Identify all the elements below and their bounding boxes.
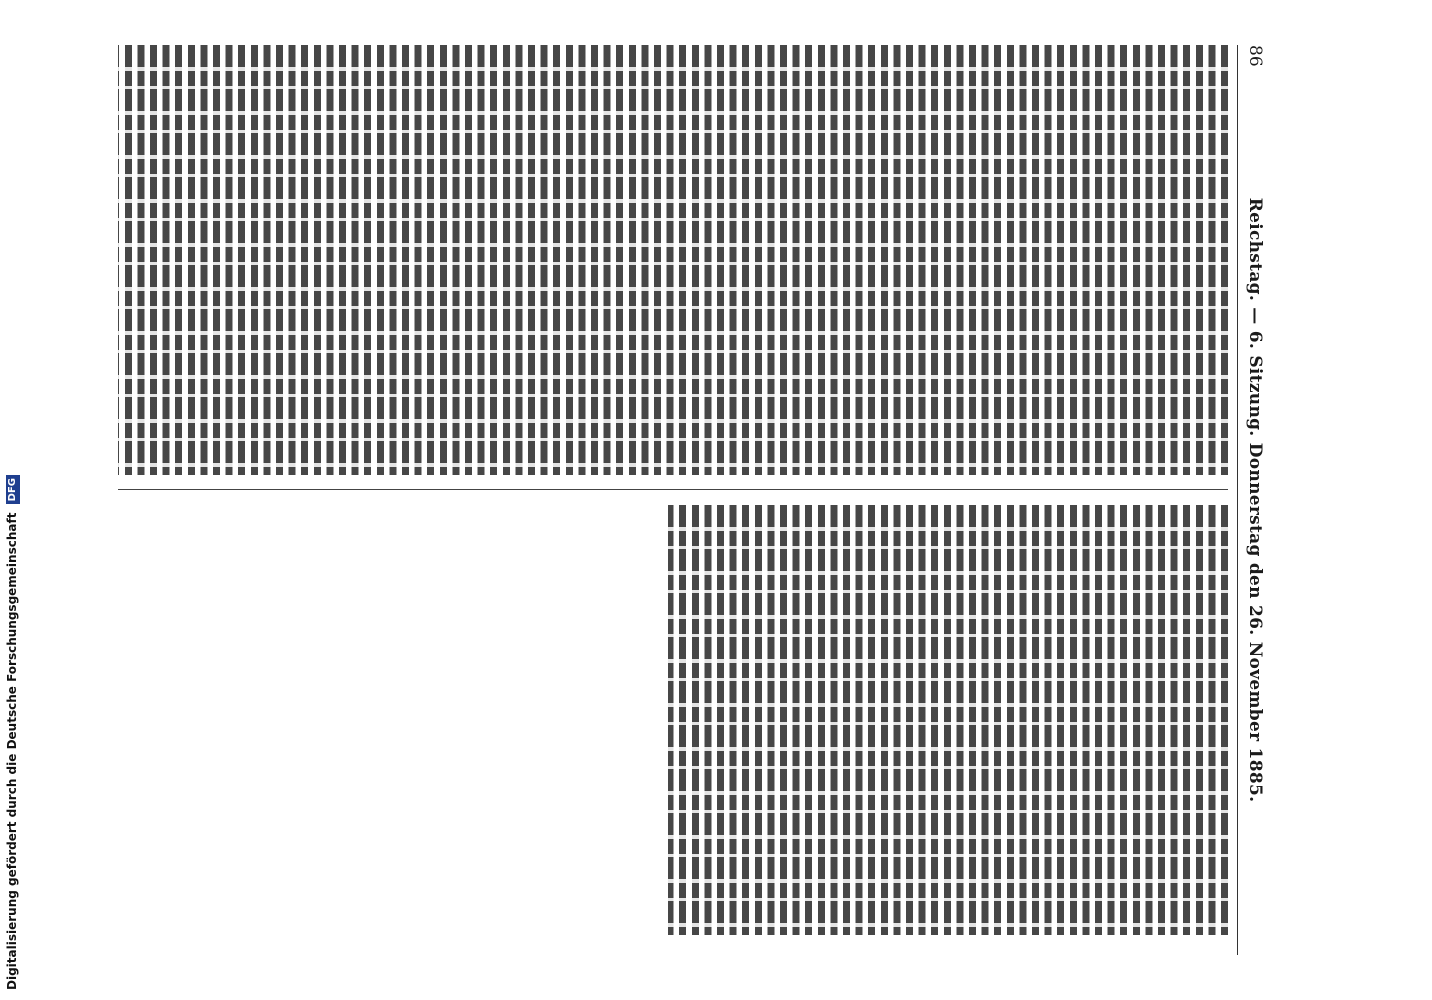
header-rule xyxy=(1237,45,1238,955)
running-title: Reichstag. — 6. Sitzung. Donnerstag den 26. November 1885. xyxy=(1245,197,1265,803)
column-text-lines xyxy=(118,45,1228,475)
digitization-footer xyxy=(0,0,26,1000)
column-text-lines xyxy=(668,505,1228,935)
page-header xyxy=(1240,45,1270,955)
page-number: 86 xyxy=(1245,45,1265,67)
digitization-credit: Digitalisierung gefördert durch die Deutsche Forschungsgemeinschaft xyxy=(5,512,19,990)
column-divider xyxy=(118,489,1228,490)
dfg-logo: DFG xyxy=(6,475,20,504)
text-column-right xyxy=(108,505,1228,935)
text-column-left xyxy=(108,45,1228,475)
rotated-page-content xyxy=(100,45,1270,955)
